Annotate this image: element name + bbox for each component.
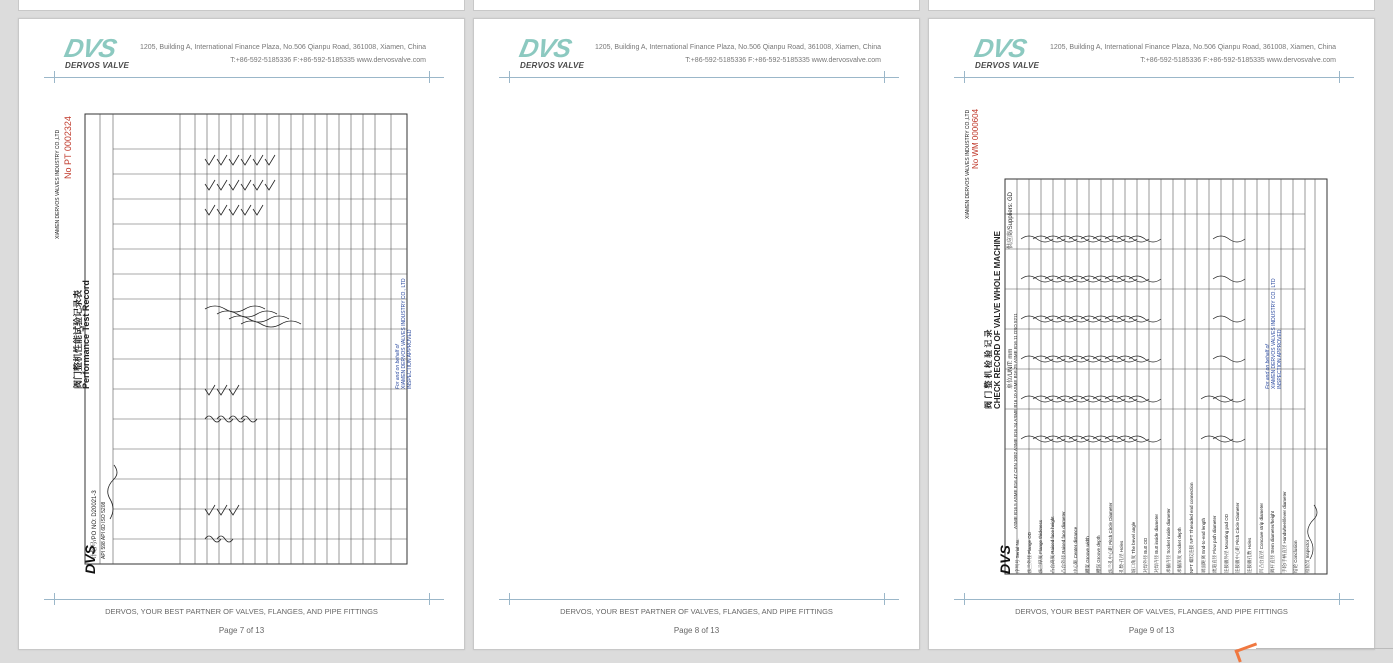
scan-row-label: 连接板中心距 Pitch Circle Diameter xyxy=(1235,502,1241,573)
scan-row-label: 承插深度 Socket depth xyxy=(1177,527,1183,573)
inspection-stamp-line-3: INSPECTION APPROVED xyxy=(1277,329,1283,389)
footer-slogan: DERVOS, YOUR BEST PARTNER OF VALVES, FLANGES, AND PIPE FITTINGS xyxy=(105,607,378,616)
scan-row-label: 序列号 Serial No. xyxy=(1015,538,1020,573)
footer-tick-left xyxy=(509,593,510,605)
company-logo xyxy=(971,33,1045,70)
header-tick-left xyxy=(54,71,55,83)
footer-tick-right xyxy=(884,593,885,605)
scan-row-label: 承插内径 Socket inside diameter xyxy=(1165,508,1171,573)
logo-mark: DVS xyxy=(971,33,1029,63)
logo-name: DERVOS VALVE xyxy=(975,61,1040,70)
logo-name: DERVOS VALVE xyxy=(520,61,585,70)
company-address-block xyxy=(1050,41,1336,67)
document-page-9 xyxy=(928,18,1375,650)
inspection-stamp-line-1: For and on behalf of xyxy=(395,344,401,389)
scan-supplier: 供应商/Suppliers: GD xyxy=(1008,191,1014,249)
company-contact: T:+86-592-5185336 F:+86-592-5185335 www.dervosvalve.com xyxy=(685,57,881,64)
company-address: 1205, Building A, International Finance Plaza, No.506 Qianpu Road, 361008, Xiamen, China xyxy=(139,44,426,51)
scan-title-en: Performance Test Record xyxy=(81,280,91,389)
scan-row-label: 孔数-孔径 Holes xyxy=(1119,540,1125,573)
header-tick-left xyxy=(964,71,965,83)
footer-slogan: DERVOS, YOUR BEST PARTNER OF VALVES, FLANGES, AND PIPE FITTINGS xyxy=(1015,607,1288,616)
scan-row-label: 法兰厚度 Flange thickness xyxy=(1038,519,1044,573)
previous-page-bottom-left xyxy=(18,0,465,11)
previous-page-bottom-right xyxy=(928,0,1375,11)
header-rule xyxy=(44,77,444,78)
footer-tick-right xyxy=(1339,593,1340,605)
scan-doc-number: No WM 0000604 xyxy=(971,108,980,169)
scan-row-label: 检验员 Inspector xyxy=(1305,539,1310,573)
scan-title-cn: 阀 门 整 机 检 验 记 录 xyxy=(984,329,993,409)
company-address-block xyxy=(595,41,881,67)
scan-row-label: 槽宽 Groove width xyxy=(1084,536,1090,573)
inspection-stamp-line-3: INSPECTION APPROVED xyxy=(407,329,413,389)
scan-title-en: CHECK RECORD OF VALVE WHOLE MACHINE xyxy=(993,231,1002,409)
svg-text:DVS: DVS xyxy=(82,545,98,574)
scan-row-label: 槽深 Groove depth xyxy=(1096,535,1102,573)
document-page-8 xyxy=(473,18,920,650)
scan-unit: 单位/UNIT: mm xyxy=(1008,348,1014,389)
inspection-stamp-line-2: XIAMEN DERVOS VALVES INDUSTRY CO., LTD xyxy=(1271,278,1277,389)
logo-mark: DVS xyxy=(516,33,574,63)
company-contact: T:+86-592-5185336 F:+86-592-5185335 www.dervosvalve.com xyxy=(1140,57,1336,64)
footer-tick-left xyxy=(54,593,55,605)
previous-page-bottom-middle xyxy=(473,0,920,11)
page-number: Page 9 of 13 xyxy=(1128,626,1175,635)
svg-text:DVS: DVS xyxy=(997,545,1013,574)
scan-title-cn: 阀门整机性能试验记录表 xyxy=(73,289,83,389)
scan-row-label: 对焊内径 Butt inside diameter xyxy=(1154,513,1160,573)
scan-row-label: 凸台外径 Raised face diameter xyxy=(1061,511,1067,573)
scan-po-number: 计划号/PO NO: D20021-3 xyxy=(92,490,98,559)
scan-row-label: 法兰外径 Flange OD xyxy=(1026,531,1032,573)
page-number: Page 7 of 13 xyxy=(218,626,265,635)
scan-row-label: 手轮/手柄直径 Handwheel/lever diameter xyxy=(1281,491,1287,573)
inspection-stamp-line-2: XIAMEN DERVOS VALVES INDUSTRY CO., LTD xyxy=(401,278,407,389)
scan-table-graphic xyxy=(55,89,431,579)
scan-row-label: 连接板孔数 Holes xyxy=(1247,537,1252,573)
scan-row-label: NPT 螺纹连接 NPT Threaded end connection xyxy=(1189,482,1194,573)
scanned-check-record-whole-machine xyxy=(965,89,1341,579)
scan-row-label: 连接板外径 Mounting pad OD xyxy=(1223,513,1229,573)
company-address: 1205, Building A, International Finance Plaza, No.506 Qianpu Road, 361008, Xiamen, China xyxy=(1049,44,1336,51)
scan-company-name: XIAMEN DERVOS VALVES INDUSTRY CO.,LTD xyxy=(55,129,61,239)
logo-name: DERVOS VALVE xyxy=(65,61,130,70)
header-tick-right xyxy=(1339,71,1340,83)
header-rule xyxy=(954,77,1354,78)
footer-rule xyxy=(954,599,1354,600)
scan-row-label: 结论 Conclusion xyxy=(1293,540,1299,573)
scan-standards: ASME B16.5 ASME B16.47 CEN 1092 ASME B16.34 ASME B16.10 ASME B16.25 ASME B16.11 DSO 5211 xyxy=(1013,313,1018,529)
scan-doc-number: No PT 0002324 xyxy=(63,116,73,179)
header-tick-right xyxy=(884,71,885,83)
header-rule xyxy=(499,77,899,78)
scan-row-label: 法兰孔中心距 Pitch Circle Diameter xyxy=(1107,502,1113,573)
scanned-performance-test-record xyxy=(55,89,431,579)
company-address-block xyxy=(140,41,426,67)
footer-rule xyxy=(44,599,444,600)
scan-row-label: 中心距 Center distance xyxy=(1073,526,1078,573)
footer-tick-right xyxy=(429,593,430,605)
page-number: Page 8 of 13 xyxy=(673,626,720,635)
company-address: 1205, Building A, International Finance Plaza, No.506 Qianpu Road, 361008, Xiamen, China xyxy=(594,44,881,51)
scan-row-label: 凸台高度 Raised face height xyxy=(1049,516,1055,573)
scan-company-name: XIAMEN DERVOS VALVES INDUSTRY CO.,LTD xyxy=(965,109,971,219)
footer-rule xyxy=(499,599,899,600)
scan-row-label: 凹凸台直径 Concave strip diameter xyxy=(1258,502,1264,573)
scan-row-label: 流道直径 Flow path diameter xyxy=(1212,515,1218,573)
header-tick-left xyxy=(509,71,510,83)
footer-tick-left xyxy=(964,593,965,605)
logo-mark: DVS xyxy=(61,33,119,63)
document-page-7 xyxy=(18,18,465,650)
inspection-stamp-line-1: For and on behalf of xyxy=(1265,344,1271,389)
company-logo xyxy=(516,33,590,70)
scan-row-label: 阀杆直径 Stem diameter/height xyxy=(1270,510,1276,573)
scan-row-label: 对焊外径 Butt OD xyxy=(1142,537,1148,573)
scan-row-label: 坡口角度 The bevel angle xyxy=(1131,521,1136,573)
header-tick-right xyxy=(429,71,430,83)
footer-slogan: DERVOS, YOUR BEST PARTNER OF VALVES, FLANGES, AND PIPE FITTINGS xyxy=(560,607,833,616)
company-logo xyxy=(61,33,135,70)
annotation-underline xyxy=(1256,648,1393,649)
company-contact: T:+86-592-5185336 F:+86-592-5185335 www.dervosvalve.com xyxy=(230,57,426,64)
scan-row-label: 端面距离 End-to-end length xyxy=(1200,517,1206,573)
scan-standards: API 598 API 6D ISO 5208 xyxy=(101,501,107,559)
